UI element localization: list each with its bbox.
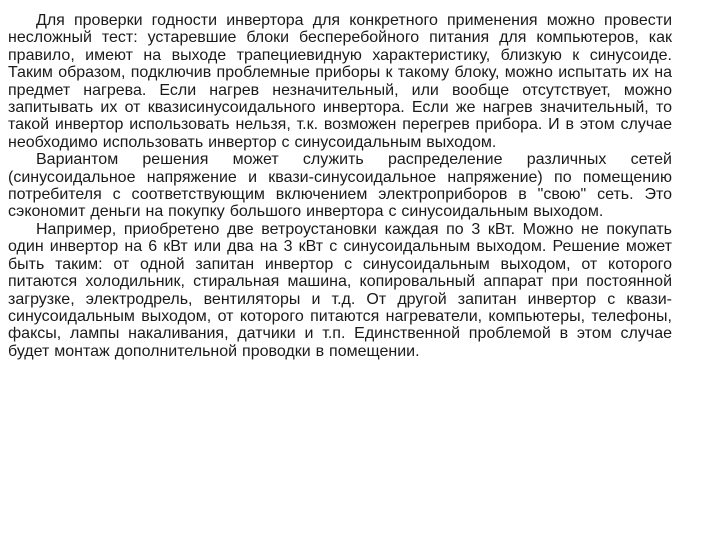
paragraph-inverter-test: Для проверки годности инвертора для конкретного применения можно провести несложный тест: устаревшие блоки бесперебойного питания для компьютеров, как правило, имеют на выходе трапециевидную характеристику, близкую к синусоиде. Таким образом, подключив проблемные приборы к такому блоку, можно испытать их на предмет нагрева. Если нагрев незначительный, или вообще отсутствует, можно запитывать их от квазисинусоидального инвертора. Если же нагрев значительный, то такой инвертор использовать нельзя, т.к. возможен перегрев прибора. И в этом случае необходимо использовать инвертор с синусоидальным выходом. (8, 12, 672, 151)
paragraph-example-wind-turbines: Например, приобретено две ветроустановки каждая по 3 кВт. Можно не покупать один инвертор на 6 кВт или два на 3 кВт с синусоидальным выходом. Решение может быть таким: от одной запитан инвертор с синусоидальным выходом, от которого питаются холодильник, стиральная машина, копировальный аппарат при постоянной загрузке, электродрель, вентиляторы и т.д. От другой запитан инвертор с квази-синусоидальным выходом, от которого питаются нагреватели, компьютеры, телефоны, факсы, лампы накаливания, датчики и т.п. Единственной проблемой в этом случае будет монтаж дополнительной проводки в помещении. (8, 220, 672, 360)
document-body (8, 12, 672, 360)
paragraph-network-distribution: Вариантом решения может служить распределение различных сетей (синусоидальное напряжение и квази-синусоидальное напряжение) по помещению потребителя с соответствующим включением электроприборов в "свою" сеть. Это сэкономит деньги на покупку большого инвертора с синусоидальным выходом. (8, 151, 672, 221)
